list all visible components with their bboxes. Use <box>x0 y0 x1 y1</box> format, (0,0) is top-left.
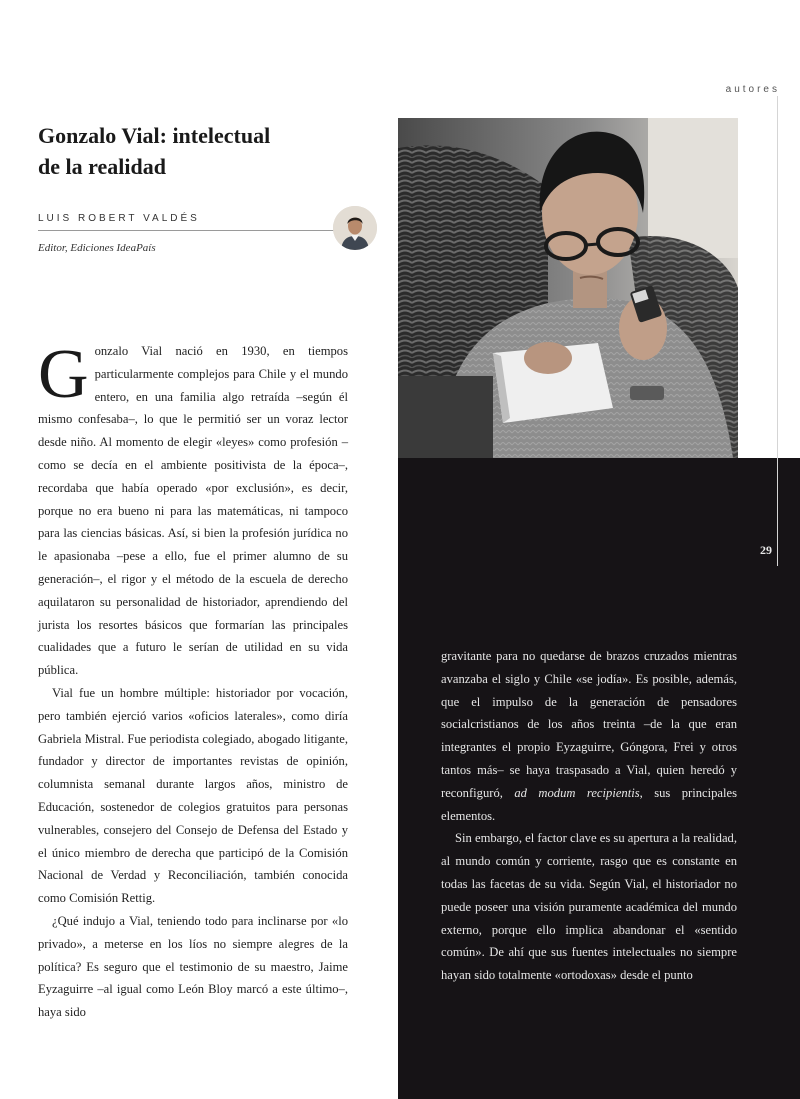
title-line-1: Gonzalo Vial: intelectual <box>38 123 271 148</box>
main-photo <box>398 118 738 458</box>
author-avatar <box>333 206 377 250</box>
author-divider <box>38 230 334 231</box>
paragraph-text: gravitante para no quedarse de brazos cruzados mientras avanzaba el siglo y Chile «se jodía». Es posible, además, que el impulso de la generación de pensadores socialcristianos de los años treinta –de la que eran integrantes el propio Eyzaguirre, Góngora, Frei y otros tantos más– se haya traspasado a Vial, quien heredó y reconfiguró, <box>441 649 737 800</box>
section-label: autores <box>725 84 780 95</box>
article-title <box>38 120 378 182</box>
body-column-right <box>441 645 737 987</box>
author-portrait-icon <box>333 206 377 250</box>
body-paragraph <box>38 336 348 682</box>
page-number: 29 <box>760 543 772 557</box>
author-name: LUIS ROBERT VALDÉS <box>38 213 200 224</box>
author-role: Editor, Ediciones IdeaPaís <box>38 242 156 254</box>
man-reading-book-photo-icon <box>398 118 738 458</box>
body-paragraph <box>441 645 737 827</box>
paragraph-text: onzalo Vial nació en 1930, en tiempos particularmente complejos para Chile y el mundo entero, en una familia algo retraída –según él mismo confesaba–, lo que le permitió ser un voraz lector desde niño. Al momento de elegir «leyes» como profesión –como se decía en el ambiente positivista de la época–, recordaba que había operado «por exclusión», es decir, porque no era bueno ni para las matemáticas, ni tampoco para las ciencias básicas. Así, si bien la profesión jurídica no le apasionaba –pese a ello, fue el primer alumno de su generación–, el rigor y el método de la escuela de derecho aquilataron su personalidad de historiador, aprendiendo del jurista los resortes básicos que formarían las principales cualidades que a futuro le serían de utilidad en su vida pública. <box>38 344 348 678</box>
body-paragraph: ¿Qué indujo a Vial, teniendo todo para inclinarse por «lo privado», a meterse en los líos no siempre alegres de la política? Es seguro que el testimonio de su maestro, Jaime Eyzaguirre –al igual como León Bloy marcó a este último–, haya sido <box>38 913 348 1020</box>
drop-cap: G <box>38 336 89 413</box>
body-paragraph: Vial fue un hombre múltiple: historiador por vocación, pero también ejerció varios «oficios laterales», como diría Gabriela Mistral. Fue periodista colegiado, abogado litigante, fundador y director de importantes revistas de opinión, columnista semanal durante largos años, ministro de Educación, sostenedor de colegios gratuitos para personas vulnerables, consejero del Consejo de Defensa del Estado y el único miembro de derecha que participó de la Comisión Nacional de Verdad y Reconciliación, también conocida como Comisión Rettig. <box>38 685 348 906</box>
body-paragraph: Sin embargo, el factor clave es su apertura a la realidad, al mundo común y corriente, rasgo que es constante en todas las facetas de su vida. Según Vial, el historiador no puede poseer una visión puramente académica del mundo externo, porque ello implica abandonar el «sentido común». De ahí que sus fuentes intelectuales no siempre hayan sido totalmente «ortodoxas» desde el punto <box>441 831 737 983</box>
body-column-left <box>38 336 348 1024</box>
latin-phrase: ad modum recipientis <box>514 785 640 800</box>
margin-rule <box>777 96 778 566</box>
paragraph-text: , sus principales elementos. <box>441 785 737 823</box>
title-line-2: de la realidad <box>38 154 166 179</box>
